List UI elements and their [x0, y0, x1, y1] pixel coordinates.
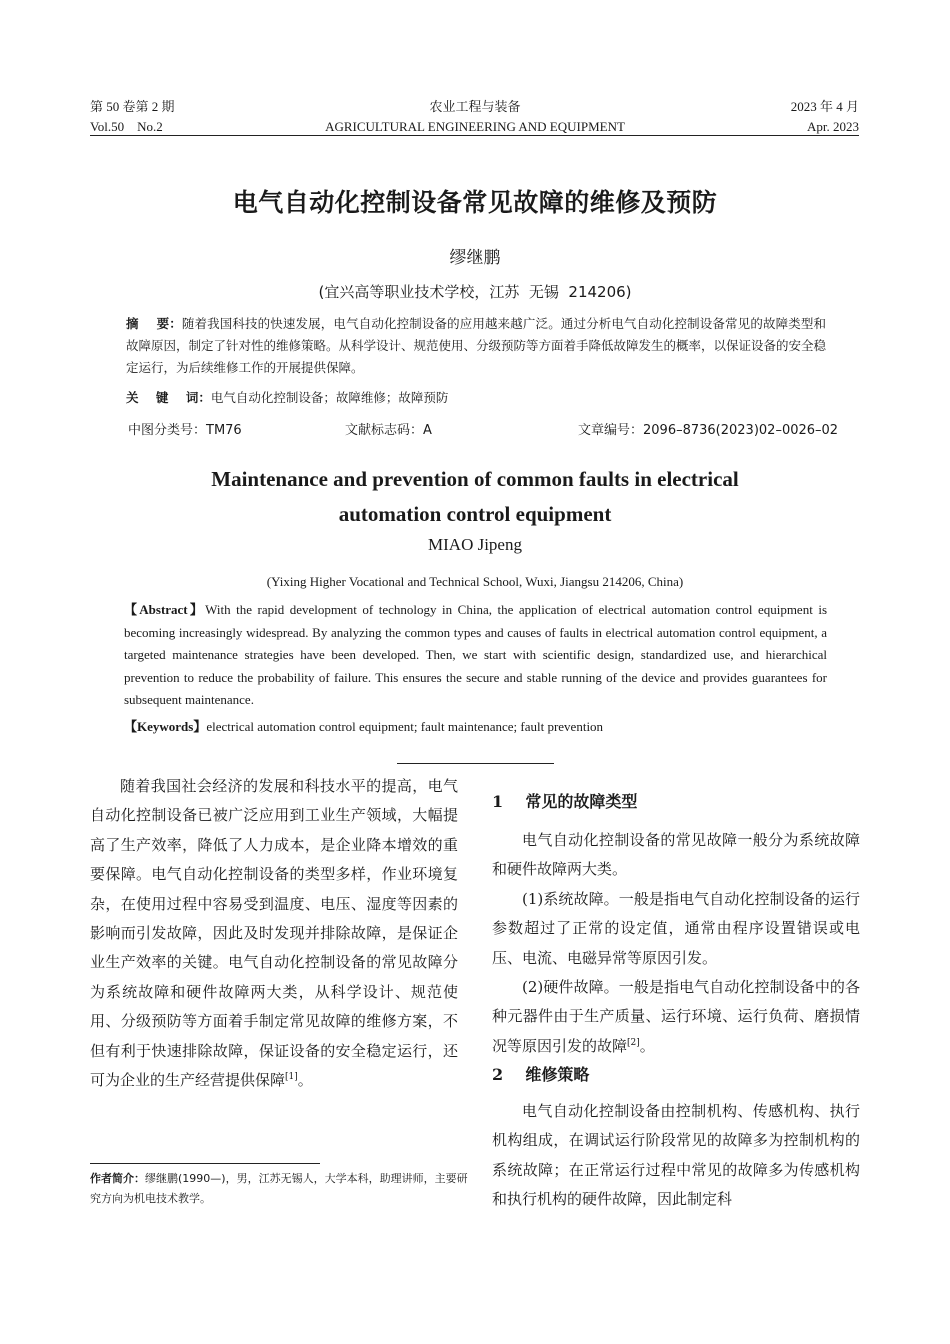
header-volume-cn: 第 50 卷第 2 期	[90, 99, 175, 114]
abstract-cn	[126, 313, 826, 379]
abstract-en-label: 【Abstract】	[124, 602, 206, 617]
footnote-text: 缪继鹏(1990—)，男，江苏无锡人，大学本科，助理讲师，主要研究方向为机电技术教学。	[90, 1172, 468, 1205]
abstract-cn-text: 随着我国科技的快速发展，电气自动化控制设备的应用越来越广泛。通过分析电气自动化控制设备常见的故障类型和故障原因，制定了针对性的维修策略。从科学设计、规范使用、分级预防等方面着手降低故障发生的概率，以保证设备的安全稳定运行，为后续维修工作的开展提供保障。	[126, 316, 827, 375]
keywords-cn-label: 关 键 词：	[126, 390, 211, 405]
section-1-p2: (1)系统故障。一般是指电气自动化控制设备的运行参数超过了正常的设定值，通常由程序设置错误或电压、电流、电磁异常等原因引发。	[492, 889, 860, 967]
header-journal-cn: 农业工程与装备	[429, 99, 521, 114]
section-1-p1: 电气自动化控制设备的常见故障一般分为系统故障和硬件故障两大类。	[492, 831, 860, 879]
intro-paragraph	[90, 772, 458, 1095]
article-number: 文章编号：2096–8736(2023)02–0026–02	[578, 423, 839, 438]
paper-title-en-line2: automation control equipment	[338, 502, 612, 526]
author-cn: 缪继鹏	[449, 248, 501, 268]
ref-1: [1]	[285, 1072, 298, 1083]
intro-text: 随着我国社会经济的发展和科技水平的提高，电气自动化控制设备已被广泛应用到工业生产领域，大幅提高了生产效率，降低了人力成本，是企业降本增效的重要保障。电气自动化控制设备的类型多样，作业环境复杂，在使用过程中容易受到温度、电压、湿度等因素的影响而引发故障，因此及时发现并排除故障，是保证企业生产效率的关键。电气自动化控制设备的常见故障分为系统故障和硬件故障两大类，从科学设计、规范使用、分级预防等方面着手制定常见故障的维修方案，不但有利于快速排除故障，保证设备的安全稳定运行，还可为企业的生产经营提供保障	[90, 777, 458, 1090]
clc-number: 中图分类号：TM76	[128, 423, 242, 438]
header-volume-en: Vol.50 No.2	[90, 119, 163, 134]
keywords-cn-text: 电气自动化控制设备；故障维修；故障预防	[210, 390, 449, 405]
paper-title-en-line1: Maintenance and prevention of common faults in electrical	[211, 467, 739, 491]
section-1-heading: 1 常见的故障类型	[492, 792, 638, 811]
keywords-en-label: 【Keywords】	[124, 719, 207, 734]
affiliation-en: (Yixing Higher Vocational and Technical School, Wuxi, Jiangsu 214206, China)	[266, 574, 684, 589]
keywords-en	[124, 716, 827, 738]
abstract-en-text: With the rapid development of technology in China, the application of electrical automation control equipment is becoming increasingly widespread. By analyzing the common types and causes of faults in electrical automation control equipment, a targeted maintenance strategies have been developed. Then, we start with scientific design, standardized use, and hierarchical prevention to reduce the probability of failure. This ensures the secure and stable running of the device and provides guarantees for subsequent maintenance.	[124, 602, 827, 708]
header-journal-en: AGRICULTURAL ENGINEERING AND EQUIPMENT	[325, 119, 625, 134]
section-1-p3-text: (2)硬件故障。一般是指电气自动化控制设备中的各种元器件由于生产质量、运行环境、运行负荷、磨损情况等原因引发的故障	[492, 978, 860, 1055]
document-code: 文献标志码：A	[345, 423, 432, 438]
author-footnote	[90, 1169, 470, 1209]
section-2-heading: 2 维修策略	[492, 1065, 590, 1084]
section-2-p1: 电气自动化控制设备由控制机构、传感机构、执行机构组成，在调试运行阶段常见的故障多为控制机构的系统故障；在正常运行过程中常见的故障多为传感机构和执行机构的硬件故障，因此制定科	[492, 1102, 860, 1209]
section-1-p3-end: 。	[639, 1036, 655, 1055]
abstract-en	[124, 599, 827, 712]
header-date-en: Apr. 2023	[807, 119, 859, 134]
body-left-column	[90, 772, 458, 1095]
intro-end: 。	[297, 1071, 313, 1090]
keywords-en-text: electrical automation control equipment; fault maintenance; fault prevention	[206, 719, 604, 734]
keywords-cn	[126, 387, 826, 409]
footnote-label: 作者简介：	[90, 1172, 145, 1185]
affiliation-cn: (宜兴高等职业技术学校，江苏 无锡 214206)	[318, 283, 632, 301]
header-date-cn: 2023 年 4 月	[790, 99, 859, 114]
author-en: MIAO Jipeng	[428, 535, 522, 554]
section-1-p3	[492, 973, 860, 1061]
footnote-rule	[90, 1163, 320, 1164]
section-2-body	[492, 1097, 860, 1215]
abstract-cn-label: 摘 要：	[126, 316, 182, 331]
paper-title-en	[0, 462, 950, 532]
paper-title-cn: 电气自动化控制设备常见故障的维修及预防	[232, 188, 718, 217]
section-separator	[397, 763, 554, 764]
section-1-body	[492, 826, 860, 1061]
ref-2: [2]	[627, 1037, 640, 1048]
header-rule	[90, 135, 859, 136]
